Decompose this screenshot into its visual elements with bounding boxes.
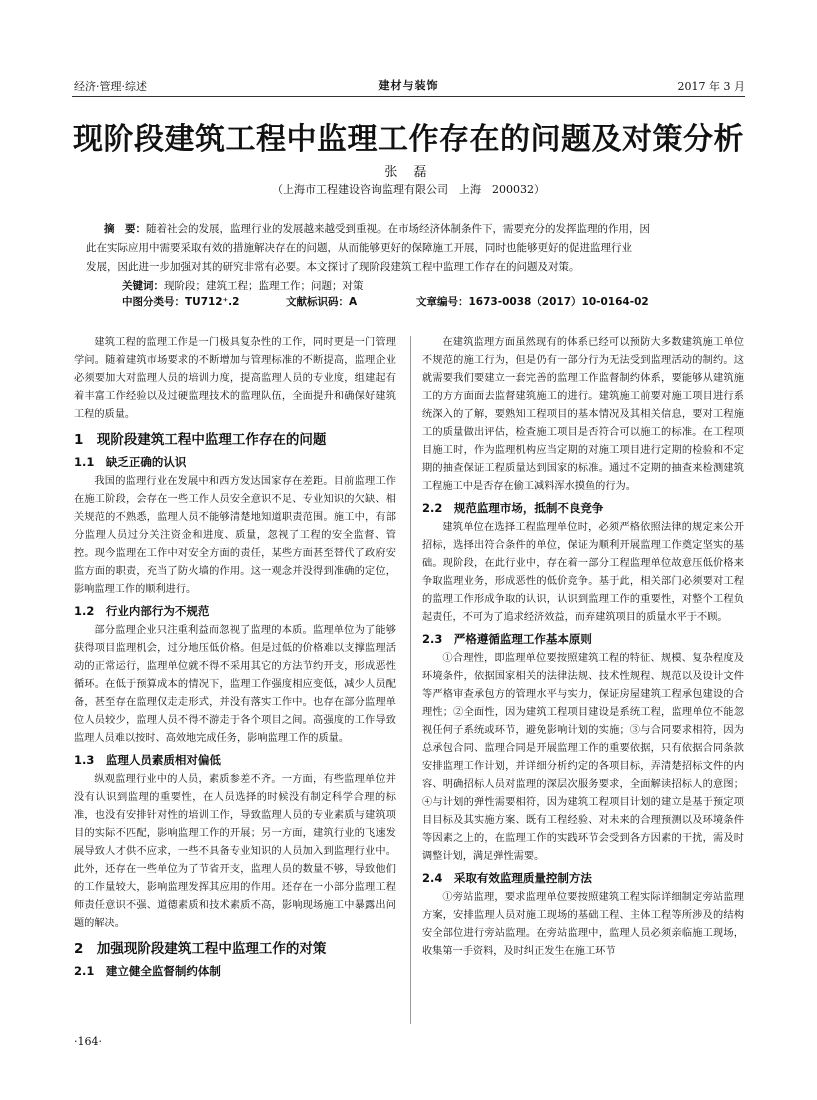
section-2-1-text: 在建筑监理方面虽然现有的体系已经可以预防大多数建筑施工单位不规范的施工行为，但是仍有一部分行为无法受到监理活动的制约。这就需要我们要建立一套完善的监理工作监督制约体系，要能够从建筑施工的方方面面去监督建筑施工的进行。建筑施工前要对施工项目进行系统深入的了解，要熟知工程项目的基本情况及其相关信息，要对工程施工的质量做出评估，检查施工项目是否符合可以施工的标准。在工程项目施工时，作为监理机构应当定期的对施工项目进行定期的检验和不定期的抽查保证工程质量达到国家的标准。通过不定期的抽查来检测建筑工程施工中是否存在偷工减料浑水摸鱼的行为。: [422, 337, 744, 492]
abstract-line-1: 摘 要：随着社会的发展，监理行业的发展越来越受到重视。在市场经济体制条件下，需要充分的发挥监理的作用，因: [104, 223, 650, 235]
abstract-label: 摘 要：: [104, 223, 146, 235]
document-code: 文献标识码：A: [286, 296, 358, 308]
section-1-2-text: 部分监理企业只注重利益而忽视了监理的本质。监理单位为了能够获得项目监理机会，过分地压低价格。但是过低的价格难以支撑监理活动的正常运行，监理单位就不得不采用其它的方法节约开支，形成恶性循环。在低于预算成本的情况下，监理工作强度相应变低，减少人员配备，甚至存在监理仅走走形式，并没有落实工作中。也存在部分监理单位人员较少，监理人员不得不游走于各个项目之间。高强度的工作导致监理人员难以按时、高效地完成任务，影响监理工作的质量。: [74, 625, 396, 744]
keywords-text: 现阶段；建筑工程；监理工作；问题；对策: [164, 280, 364, 292]
left-column: [74, 334, 396, 982]
section-2-1-heading: 2.1 建立健全监督制约体制: [74, 964, 221, 978]
section-2-4-text: ①旁站监理，要求监理单位要按照建筑工程实际详细制定旁站监理方案，安排监理人员对施工现场的基础工程、主体工程等所涉及的结构安全部位进行旁站监理。在旁站监理中，监理人员必须亲临施工现场，收集第一手资料，及时纠正发生在施工环节: [422, 892, 744, 957]
intro-paragraph: 建筑工程的监理工作是一门极具复杂性的工作，同时更是一门管理学问。随着建筑市场要求的不断增加与管理标准的不断提高，监理企业必须要加大对监理人员的培训力度，提高监理人员的专业度，组建起有着丰富工作经验以及过硬监理技术的监理队伍，全面提升和确保好建筑工程的质量。: [74, 337, 396, 420]
keywords-label: 关键词：: [122, 280, 164, 292]
running-header-section: 经济·管理·综述: [74, 80, 147, 93]
section-1-3-heading: 1.3 监理人员素质相对偏低: [74, 753, 221, 767]
section-1-2-heading: 1.2 行业内部行为不规范: [74, 604, 210, 618]
right-column: [422, 334, 744, 961]
section-1-3-text: 纵观监理行业中的人员，素质参差不齐。一方面，有些监理单位并没有认识到监理的重要性，在人员选择的时候没有制定科学合理的标准，也没有安排针对性的培训工作，导致监理人员的专业素质与建筑项目的实际不匹配，影响监理工作的开展；另一方面，建筑行业的飞速发展导致人才供不应求，一些不具备专业知识的人员加入到监理行业中。此外，还存在一些单位为了节省开支，监理人员的数量不够，导致他们的工作量较大，影响监理发挥其应用的作用。还存在一小部分监理工程师责任意识不强、道德素质和技术素质不高，影响现场施工中暴露出问题的解决。: [74, 774, 396, 929]
section-2-2-heading: 2.2 规范监理市场，抵制不良竞争: [422, 501, 604, 515]
section-2-3-heading: 2.3 严格遵循监理工作基本原则: [422, 632, 592, 646]
article-number: 文章编号：1673-0038（2017）10-0164-02: [416, 296, 649, 308]
clc-number: 中图分类号：TU712⁺.2: [122, 296, 240, 308]
abstract-line-3: 发展，因此进一步加强对其的研究非常有必要。本文探讨了现阶段建筑工程中监理工作存在的问题及对策。: [86, 261, 580, 273]
section-2-4-heading: 2.4 采取有效监理质量控制方法: [422, 871, 592, 885]
column-divider: [410, 336, 411, 1024]
affiliation: （上海市工程建设咨询监理有限公司 上海 200032）: [272, 183, 545, 196]
abstract-block: [86, 220, 724, 296]
author: 张 磊: [384, 165, 433, 180]
header-rule: [72, 96, 745, 97]
section-2-heading: 2 加强现阶段建筑工程中监理工作的对策: [74, 941, 327, 957]
section-1-heading: 1 现阶段建筑工程中监理工作存在的问题: [74, 432, 327, 448]
running-header-date: 2017 年 3 月: [677, 80, 745, 93]
page-number: ·164·: [74, 1035, 102, 1048]
section-2-2-text: 建筑单位在选择工程监理单位时，必须严格依照法律的规定来公开招标，选择出符合条件的单位，保证为顺利开展监理工作奠定坚实的基础。现阶段，在此行业中，存在着一部分工程监理单位故意压低价格来争取监理业务，形成恶性的低价竞争。基于此，相关部门必须要对工程的监理工作形成争取的认识，认识到监理工作的重要性，对整个工程负起责任，不可为了追求经济效益，而弃建筑项目的质量水平于不顾。: [422, 522, 744, 623]
paper-title: 现阶段建筑工程中监理工作存在的问题及对策分析: [73, 122, 744, 157]
running-header-journal: 建材与装饰: [378, 79, 439, 92]
abstract-line-2: 此在实际应用中需要采取有效的措施解决存在的问题，从而能够更好的保障施工开展，同时也能够更好的促进监理行业: [86, 242, 632, 254]
section-1-1-text: 我国的监理行业在发展中和西方发达国家存在差距。目前监理工作在施工阶段，会存在一些工作人员安全意识不足、专业知识的欠缺、相关规范的不熟悉，监理人员不能够清楚地知道职责范围。施工中，有部分监理人员过分关注资金和进度、质量，忽视了工程的安全监督、管控。现今监理在工作中对安全方面的责任，某些方面甚至替代了政府安监方面的职责，充当了防火墙的作用。这一观念并没得到准确的定位，影响监理工作的顺利进行。: [74, 476, 396, 595]
section-1-1-heading: 1.1 缺乏正确的认识: [74, 455, 187, 469]
section-2-3-text: ①合理性，即监理单位要按照建筑工程的特征、规模、复杂程度及环境条件，依据国家相关的法律法规、技术性规程、规范以及设计文件等严格审查承包方的管理水平与实力，保证房屋建筑工程承包建设的合理性；②全面性，因为建筑工程项目建设是系统工程，监理单位不能忽视任何子系统或环节，避免影响计划的实施；③与合同要求相符，因为总承包合同、监理合同是开展监理工作的重要依据，只有依据合同条款安排监理工作计划，并详细分析约定的各项目标，弄清楚招标文件的内容、明确招标人员对监理的深层次服务要求，全面解读招标人的意图；④与计划的弹性需要相符，因为建筑工程项目计划的建立是基于预定项目目标及其实施方案、既有工程经验、对未来的合理预测以及环境条件等因素之上的，在监理工作的实践环节会受到各方因素的干扰，需及时调整计划，满足弹性需要。: [422, 653, 744, 862]
